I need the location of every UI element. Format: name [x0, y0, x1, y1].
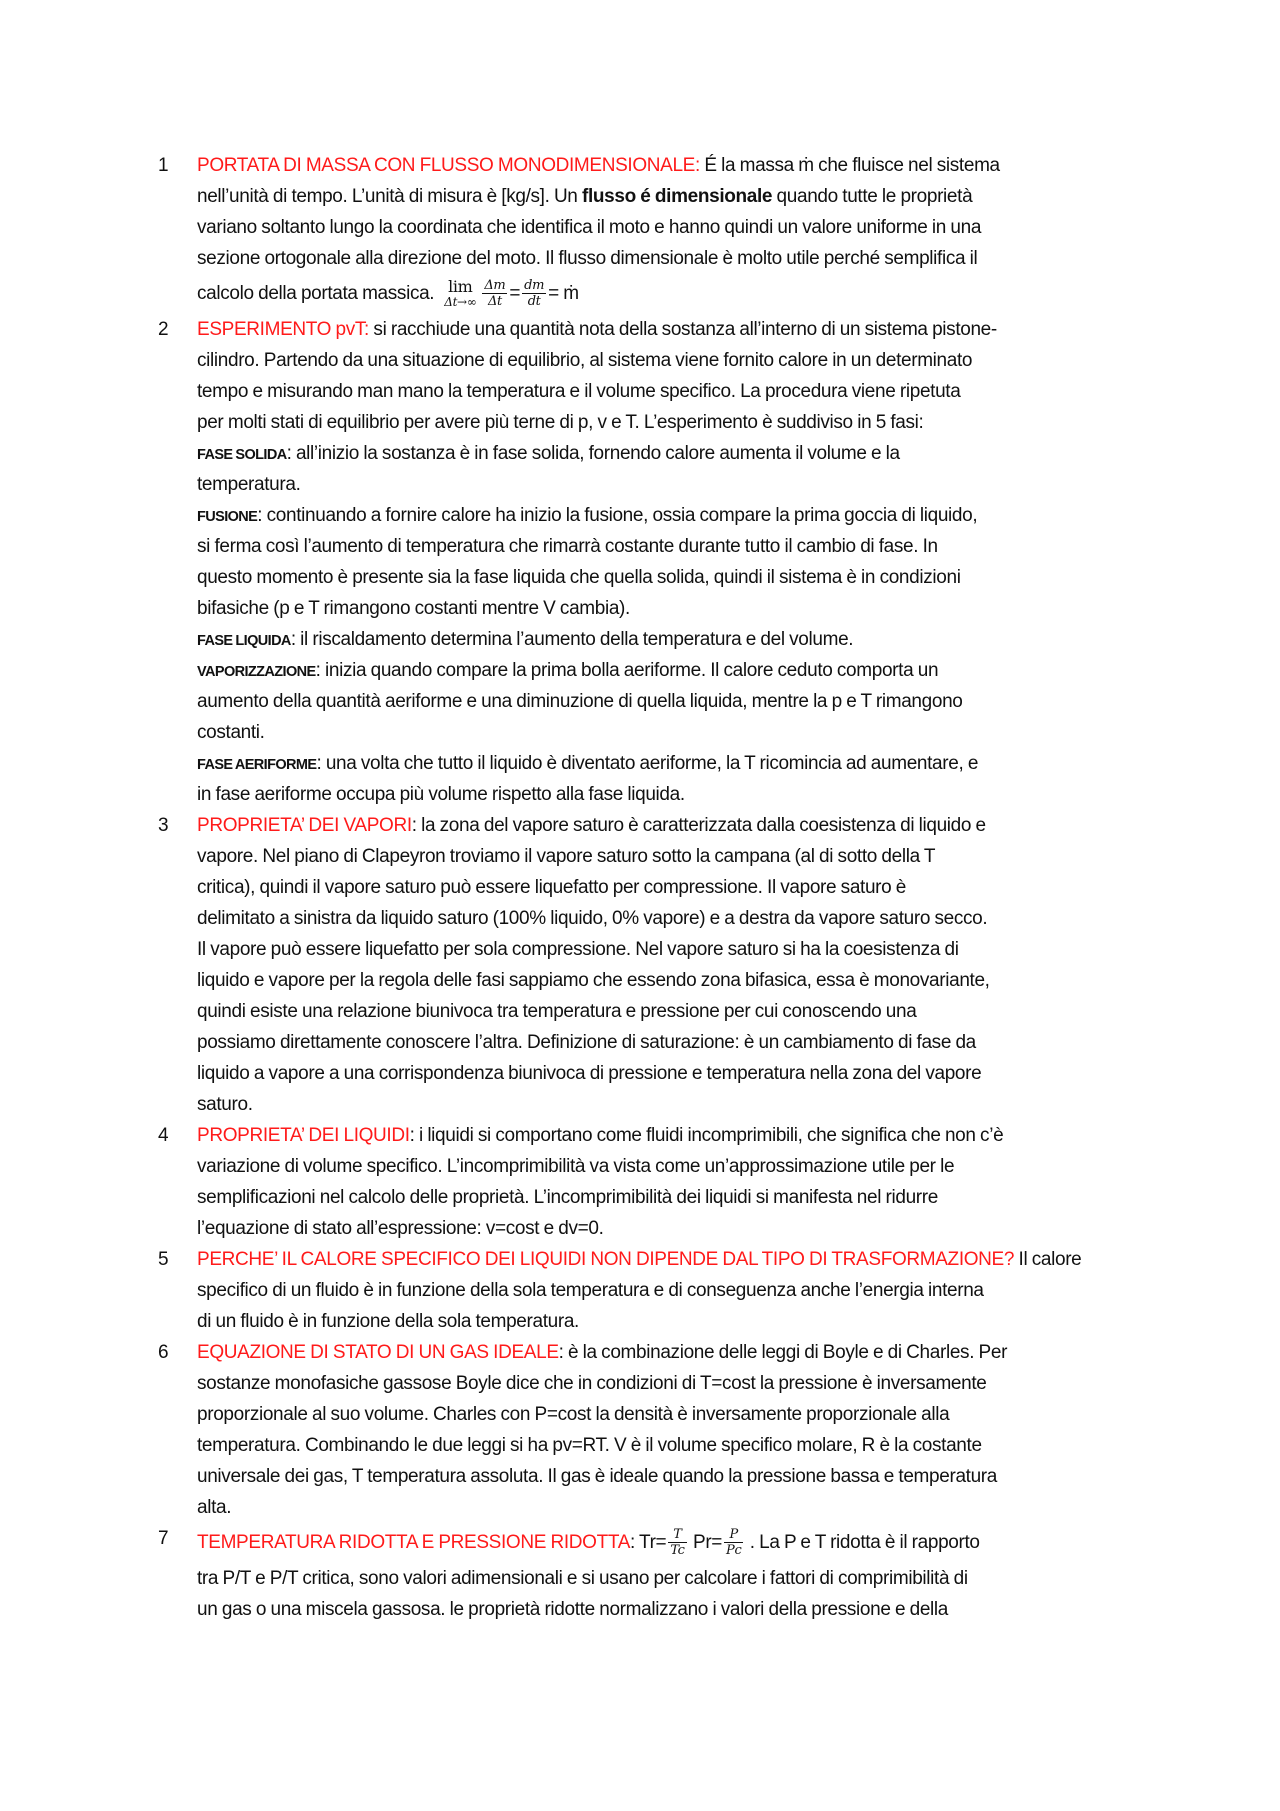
body-text: critica), quindi il vapore saturo può essere liquefatto per compressione. Il vapore saturo è	[197, 877, 907, 898]
list-item	[0, 810, 1280, 1120]
body-text: saturo.	[197, 1094, 253, 1115]
fraction	[522, 278, 546, 309]
fraction-denominator: Tc	[670, 1543, 685, 1559]
body-text: sostanze monofasiche gassose Boyle dice che in condizioni di T=cost la pressione è inversamente	[197, 1373, 987, 1394]
emphasis-text: FASE SOLIDA	[197, 447, 287, 463]
text-line	[197, 1523, 1280, 1563]
body-text: : inizia quando compare la prima bolla aeriforme. Il calore ceduto comporta un	[315, 660, 939, 681]
body-text: un gas o una miscela gassosa. le proprietà ridotte normalizzano i valori della pressione e della	[197, 1599, 949, 1620]
text-line	[197, 345, 1280, 376]
list-item	[0, 1120, 1280, 1244]
body-text: : i liquidi si comportano come fluidi incomprimibili, che significa che non c’è	[409, 1125, 1004, 1146]
text-line	[197, 500, 1280, 531]
text-line	[197, 965, 1280, 996]
emphasis-text: FUSIONE	[197, 509, 258, 525]
body-text: : il riscaldamento determina l’aumento della temperatura e del volume.	[290, 629, 854, 650]
body-text: temperatura. Combinando le due leggi si ha pv=RT. V è il volume specifico molare, R è la costante	[197, 1435, 982, 1456]
text-line	[197, 1594, 1280, 1625]
body-text: liquido a vapore a una corrispondenza biunivoca di pressione e temperatura nella zona del vapore	[197, 1063, 982, 1084]
text-line	[197, 1027, 1280, 1058]
body-text: nell’unità di tempo. L’unità di misura è [kg/s]. Un	[197, 186, 582, 207]
body-text: questo momento è presente sia la fase liquida che quella solida, quindi il sistema è in condizioni	[197, 567, 961, 588]
text-line	[197, 872, 1280, 903]
fraction-numerator: dm	[524, 278, 545, 294]
text-line	[197, 562, 1280, 593]
emphasis-text: flusso é dimensionale	[581, 186, 773, 207]
body-text: l’equazione di stato all’espressione: v=cost e dv=0.	[197, 1218, 604, 1239]
text-line	[197, 903, 1280, 934]
body-text: proporzionale al suo volume. Charles con P=cost la densità è inversamente proporzionale alla	[197, 1404, 950, 1425]
text-line	[197, 624, 1280, 655]
text-line	[197, 314, 1280, 345]
body-text: : è la combinazione delle leggi di Boyle e di Charles. Per	[558, 1342, 1008, 1363]
list-item	[0, 1244, 1280, 1337]
body-text: : all’inizio la sostanza è in fase solida, fornendo calore aumenta il volume e la	[286, 443, 900, 464]
text-line	[197, 531, 1280, 562]
body-text: per molti stati di equilibrio per avere più terne di p, v e T. L’esperimento è suddiviso in 5 fasi:	[197, 412, 924, 433]
text-line	[197, 469, 1280, 500]
item-number: 2	[158, 319, 169, 340]
section-heading: TEMPERATURA RIDOTTA E PRESSIONE RIDOTTA	[197, 1532, 631, 1553]
text-line	[197, 655, 1280, 686]
body-text: alta.	[197, 1497, 232, 1518]
text-line	[197, 438, 1280, 469]
body-text: vapore. Nel piano di Clapeyron troviamo il vapore saturo sotto la campana (al di sotto della T	[197, 846, 936, 867]
section-heading: PROPRIETA’ DEI LIQUIDI	[197, 1125, 410, 1146]
text-line	[197, 1306, 1280, 1337]
text-line	[197, 1058, 1280, 1089]
limit-operator	[444, 278, 476, 309]
item-number: 1	[158, 155, 169, 176]
fraction	[482, 278, 507, 309]
fraction	[668, 1527, 686, 1558]
body-text: temperatura.	[197, 474, 301, 495]
body-text: in fase aeriforme occupa più volume rispetto alla fase liquida.	[197, 784, 685, 805]
body-text: delimitato a sinistra da liquido saturo (100% liquido, 0% vapore) e a destra da vapore saturo secco.	[197, 908, 988, 929]
body-text: tra P/T e P/T critica, sono valori adimensionali e si usano per calcolare i fattori di comprimibilità di	[197, 1568, 968, 1589]
body-text: variano soltanto lungo la coordinata che identifica il moto e hanno quindi un valore uniforme in una	[197, 217, 982, 238]
emphasis-text: FASE LIQUIDA	[197, 633, 291, 649]
text-line	[197, 686, 1280, 717]
body-text: liquido e vapore per la regola delle fasi sappiamo che essendo zona bifasica, essa è monovariante,	[197, 970, 990, 991]
body-text: si racchiude una quantità nota della sostanza all’interno di un sistema pistone-	[368, 319, 997, 340]
body-text: sezione ortogonale alla direzione del moto. Il flusso dimensionale è molto utile perché semplifica il	[197, 248, 978, 269]
body-text: calcolo della portata massica.	[197, 283, 435, 304]
body-text: Pr=	[688, 1532, 723, 1553]
text-line	[197, 934, 1280, 965]
text-line	[197, 1275, 1280, 1306]
limit-label: lim	[448, 277, 473, 297]
fraction-numerator: Δm	[484, 278, 506, 294]
body-text: cilindro. Partendo da una situazione di equilibrio, al sistema viene fornito calore in un determinato	[197, 350, 973, 371]
text-line	[197, 212, 1280, 243]
body-text: aumento della quantità aeriforme e una diminuzione di quella liquida, mentre la p e T rimangono	[197, 691, 963, 712]
list-item	[0, 150, 1280, 314]
body-text: : Tr=	[630, 1532, 667, 1553]
emphasis-text: VAPORIZZAZIONE	[197, 664, 316, 680]
text-line	[197, 1089, 1280, 1120]
body-text: Il calore	[1014, 1249, 1082, 1270]
item-number: 6	[158, 1342, 169, 1363]
body-text: : la zona del vapore saturo è caratterizzata dalla coesistenza di liquido e	[411, 815, 986, 836]
body-text: = ṁ	[548, 283, 579, 304]
text-line	[197, 810, 1280, 841]
text-line	[197, 1368, 1280, 1399]
body-text: costanti.	[197, 722, 265, 743]
body-text: : una volta che tutto il liquido è diventato aeriforme, la T ricomincia ad aumentare, e	[316, 753, 979, 774]
text-line	[197, 1213, 1280, 1244]
fraction-numerator: P	[724, 1527, 743, 1543]
fraction-denominator: dt	[527, 294, 541, 310]
section-heading: PERCHE’ IL CALORE SPECIFICO DEI LIQUIDI NON DIPENDE DAL TIPO DI TRASFORMAZIONE?	[197, 1249, 1015, 1270]
text-line	[197, 779, 1280, 810]
body-text: universale dei gas, T temperatura assoluta. Il gas è ideale quando la pressione bassa e temperatura	[197, 1466, 998, 1487]
item-number: 3	[158, 815, 169, 836]
list-item	[0, 314, 1280, 810]
text-line	[197, 593, 1280, 624]
text-line	[197, 1461, 1280, 1492]
text-line	[197, 1492, 1280, 1523]
body-text: semplificazioni nel calcolo delle proprietà. L’incomprimibilità dei liquidi si manifesta nel ridurre	[197, 1187, 938, 1208]
body-text: É la massa ṁ che fluisce nel sistema	[699, 155, 1000, 176]
text-line	[197, 243, 1280, 274]
text-line	[197, 996, 1280, 1027]
body-text: bifasiche (p e T rimangono costanti mentre V cambia).	[197, 598, 630, 619]
text-line	[197, 1244, 1280, 1275]
body-text: Il vapore può essere liquefatto per sola compressione. Nel vapore saturo si ha la coesistenza di	[197, 939, 959, 960]
body-text: specifico di un fluido è in funzione della sola temperatura e di conseguenza anche l’energia interna	[197, 1280, 984, 1301]
text-line	[197, 841, 1280, 872]
text-line	[197, 1399, 1280, 1430]
list-item	[0, 1523, 1280, 1625]
body-text: variazione di volume specifico. L’incomprimibilità va vista come un’approssimazione utile per le	[197, 1156, 955, 1177]
item-number: 4	[158, 1125, 169, 1146]
text-line	[197, 1182, 1280, 1213]
fraction-denominator: Δt	[487, 294, 502, 310]
text-line	[197, 150, 1280, 181]
text-line	[197, 1337, 1280, 1368]
fraction-denominator: Pc	[726, 1543, 742, 1559]
text-line	[197, 407, 1280, 438]
text-line	[197, 1430, 1280, 1461]
text-line	[197, 1151, 1280, 1182]
fraction-numerator: T	[668, 1527, 686, 1543]
section-heading: ESPERIMENTO pvT:	[197, 319, 369, 340]
fraction	[724, 1527, 743, 1558]
item-number: 5	[158, 1249, 169, 1270]
text-line	[197, 1563, 1280, 1594]
limit-subscript: Δt→∞	[444, 295, 477, 310]
emphasis-text: FASE AERIFORME	[197, 757, 317, 773]
text-line	[197, 274, 1280, 314]
body-text: : continuando a fornire calore ha inizio la fusione, ossia compare la prima goccia di liquido,	[257, 505, 978, 526]
section-heading: PROPRIETA’ DEI VAPORI	[197, 815, 412, 836]
document-page	[0, 150, 1280, 1625]
body-text: . La P e T ridotta è il rapporto	[745, 1532, 980, 1553]
text-line	[197, 181, 1280, 212]
section-heading: PORTATA DI MASSA CON FLUSSO MONODIMENSIONALE:	[197, 155, 700, 176]
body-text: =	[509, 283, 521, 304]
text-line	[197, 1120, 1280, 1151]
text-line	[197, 717, 1280, 748]
text-line	[197, 748, 1280, 779]
body-text: si ferma così l’aumento di temperatura che rimarrà costante durante tutto il cambio di fase. In	[197, 536, 938, 557]
item-number: 7	[158, 1528, 169, 1549]
body-text: quindi esiste una relazione biunivoca tra temperatura e pressione per cui conoscendo una	[197, 1001, 917, 1022]
section-heading: EQUAZIONE DI STATO DI UN GAS IDEALE	[197, 1342, 559, 1363]
body-text: quando tutte le proprietà	[772, 186, 973, 207]
body-text: tempo e misurando man mano la temperatura e il volume specifico. La procedura viene ripetuta	[197, 381, 961, 402]
text-line	[197, 376, 1280, 407]
body-text: possiamo direttamente conoscere l’altra. Definizione di saturazione: è un cambiamento di fase da	[197, 1032, 976, 1053]
list-item	[0, 1337, 1280, 1523]
body-text: di un fluido è in funzione della sola temperatura.	[197, 1311, 579, 1332]
